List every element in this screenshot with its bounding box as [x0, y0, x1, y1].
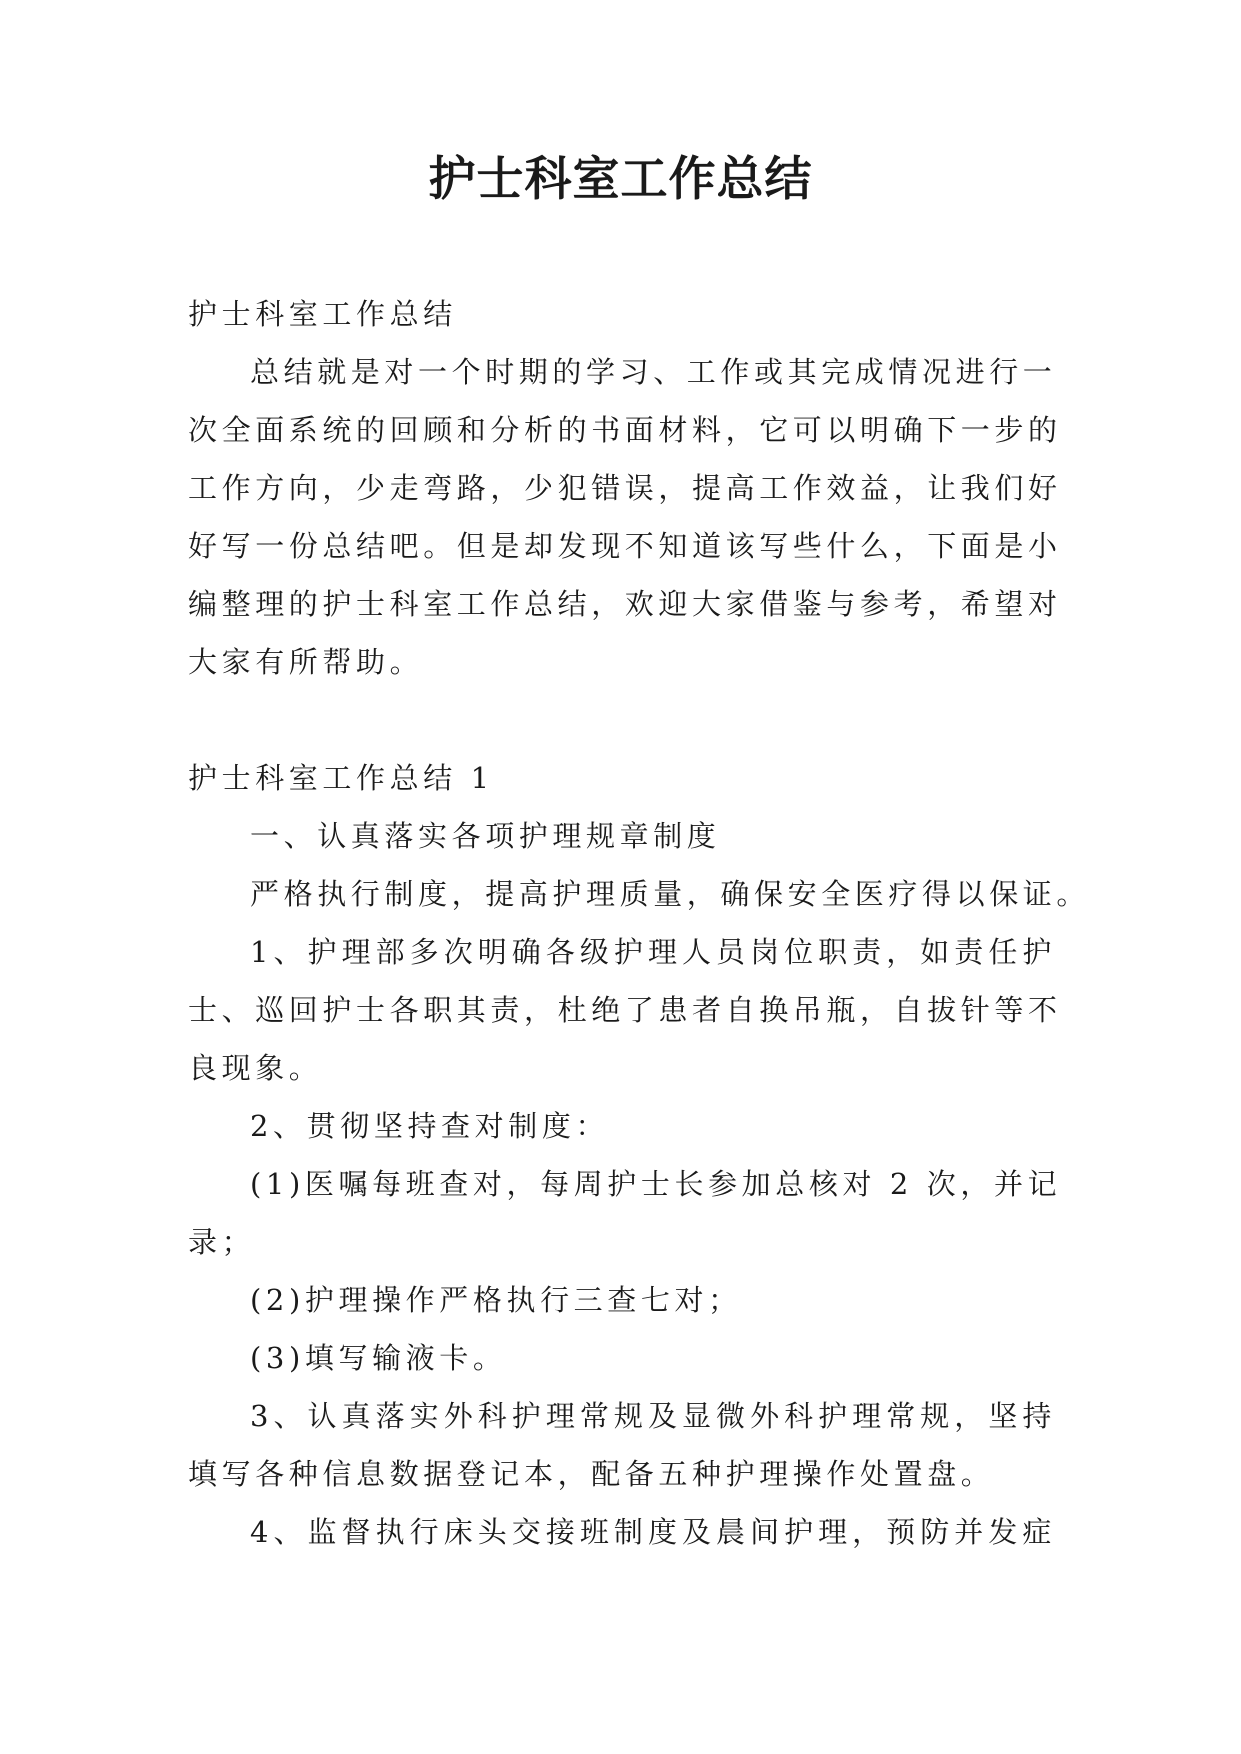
text-line-section-1-title: 护士科室工作总结 1 — [188, 761, 494, 795]
text-line-subtitle: 护士科室工作总结 — [188, 297, 457, 331]
text-line-intro-5: 编整理的护士科室工作总结，欢迎大家借鉴与参考，希望对 — [188, 587, 1062, 621]
document-title: 护士科室工作总结 — [428, 152, 813, 207]
text-line-item-4-a: 4、监督执行床头交接班制度及晨间护理，预防并发症 — [250, 1515, 1056, 1549]
text-line-item-1-b: 士、巡回护士各职其责，杜绝了患者自换吊瓶，自拔针等不 — [188, 993, 1062, 1027]
text-line-item-2-2: (2)护理操作严格执行三查七对； — [250, 1283, 742, 1317]
text-line-item-2-3: (3)填写输液卡。 — [250, 1341, 507, 1375]
text-line-item-1-a: 1、护理部多次明确各级护理人员岗位职责，如责任护 — [250, 935, 1056, 969]
text-line-item-2-1b: 录； — [188, 1225, 256, 1259]
text-line-intro-3: 工作方向，少走弯路，少犯错误，提高工作效益，让我们好 — [188, 471, 1062, 505]
text-line-intro-4: 好写一份总结吧。但是却发现不知道该写些什么，下面是小 — [188, 529, 1062, 563]
text-line-heading-1: 一、认真落实各项护理规章制度 — [250, 819, 721, 853]
text-line-intro-1: 总结就是对一个时期的学习、工作或其完成情况进行一 — [250, 355, 1057, 389]
text-line-item-1-c: 良现象。 — [188, 1051, 323, 1085]
text-line-intro-6: 大家有所帮助。 — [188, 645, 424, 679]
document-body — [188, 285, 1091, 1561]
text-line-item-2: 2、贯彻坚持查对制度： — [250, 1109, 610, 1143]
text-line-p-1: 严格执行制度，提高护理质量，确保安全医疗得以保证。 — [250, 877, 1091, 911]
text-line-item-3-a: 3、认真落实外科护理常规及显微外科护理常规，坚持 — [250, 1399, 1056, 1433]
paragraph-gap — [188, 691, 1056, 749]
text-line-item-2-1a: (1)医嘱每班查对，每周护士长参加总核对 2 次，并记 — [250, 1167, 1062, 1201]
text-line-intro-2: 次全面系统的回顾和分析的书面材料，它可以明确下一步的 — [188, 413, 1062, 447]
text-line-item-3-b: 填写各种信息数据登记本，配备五种护理操作处置盘。 — [188, 1457, 995, 1491]
